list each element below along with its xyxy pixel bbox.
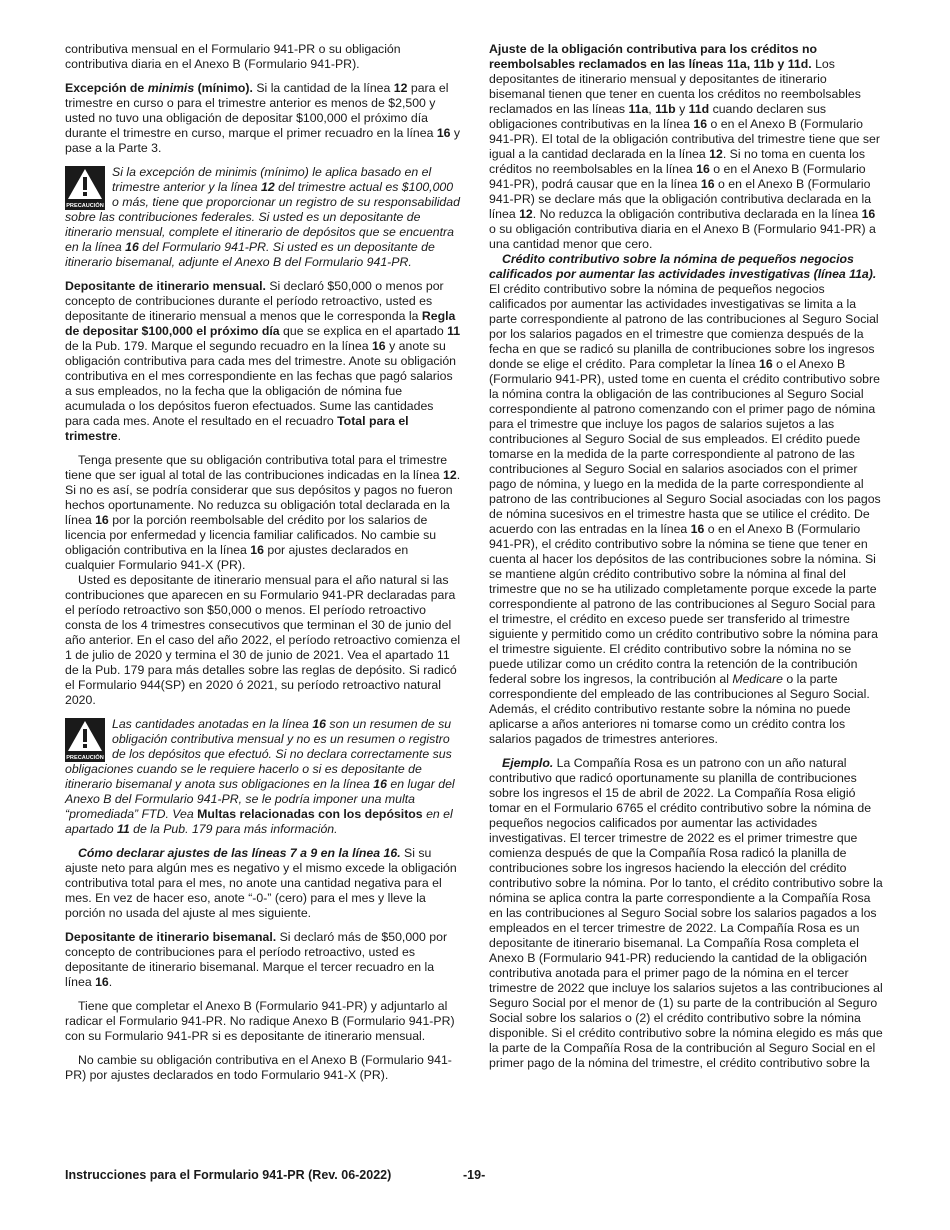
caution-label: PRECAUCIÓN [66,203,104,209]
paragraph-adjustments: Cómo declarar ajustes de las líneas 7 a 9 en la línea 16. Si su ajuste neto para algún mes es negativo y el mismo excede la obligación contributiva total para el mes, no anote una cantidad negativa para el mes. En vez de hacer eso, anote “-0-” (cero) para el mes y lleve la porción no usada del ajuste al mes siguiente. [65,846,457,920]
paragraph-monthly-depositor: Depositante de itinerario mensual. Si declaró $50,000 o menos por concepto de contribuciones durante el período retroactivo, usted es depositante de itinerario mensual a menos que le corresponda la Regla de depositar $100,000 el próximo día que se explica en el apartado 11 de la Pub. 179. Marque el segundo recuadro en la línea 16 y anote su obligación contributiva para cada mes del trimestre. Anote su obligación contributiva en el mes correspondiente en las fechas que pagó salarios a sus empleados, no la fecha que la obligación de nómina fue acumulada o los depósitos fueron efectuados. Sume las cantidades para cada mes. Anote el resultado en el recuadro Total para el trimestre. [65,279,461,443]
caution-icon [65,166,105,210]
page-number: -19- [463,1168,486,1182]
paragraph: Tiene que completar el Anexo B (Formulario 941-PR) y adjuntarlo al radicar el Formulario 941-PR. No radique Anexo B (Formulario 941-PR) con su Formulario 941-PR si es depositante de itinerario mensual. [65,999,455,1043]
paragraph-example: Ejemplo. La Compañía Rosa es un patrono con un año natural contributivo que radicó oportunamente su planilla de contribuciones sobre los ingresos el 15 de abril de 2022. La Compañía Rosa eligió tomar en el Formulario 6765 el crédito contributivo sobre la nómina de pequeños negocios calificados por aumentar las actividades investigativas. El tercer trimestre de 2022 es el primer trimestre que comienza después de que la Compañía Rosa radicó la planilla de contribuciones sobre los ingresos haciendo la elección del crédito contributivo sobre la nómina. Por lo tanto, el crédito contributivo sobre la nómina se aplica contra la parte correspondiente a la Compañía Rosa en las contribuciones al Seguro Social sobre los salarios pagados a los empleados en el tercer trimestre de 2022. La Compañía Rosa es un depositante de itinerario bisemanal. La Compañía Rosa completa el Anexo B (Formulario 941-PR) reduciendo la cantidad de la obligación contributiva anotada para el primer pago de la nómina en el tercer trimestre de 2022 que incluye los salarios sujetos a las contribuciones al Seguro Social por el menor de (1) su parte de la contribución al Seguro Social sobre los salarios o (2) el crédito contributivo sobre la nómina disponible. Si el crédito contributivo sobre la nómina elegido es más que la parte de la Compañía Rosa de la contribución al Seguro Social en el primer pago de la nómina del trimestre, el crédito contributivo sobre la [489,756,883,1070]
paragraph-nonrefundable-credits: Ajuste de la obligación contributiva para los créditos no reembolsables reclamados en las líneas 11a, 11b y 11d. Los depositantes de itinerario mensual y depositantes de itinerario bisemanal tienen que tener en cuenta los créditos no reembolsables reclamados en las líneas 11a, 11b y 11d cuando declaren sus obligaciones contributivas en la línea 16 o en el Anexo B (Formulario 941-PR). El total de la obligación contributiva del trimestre tiene que ser igual a la cantidad declarada en la línea 12. Si no toma en cuenta los créditos no reembolsables en la línea 16 o en el Anexo B (Formulario 941-PR), podrá causar que en la línea 16 o en el Anexo B (Formulario 941-PR) se declare más que la obligación contributiva declarada en la línea 12. No reduzca la obligación contributiva declarada en la línea 16 o su obligación contributiva diaria en el Anexo B (Formulario 941-PR) a una cantidad menor que cero. [489,42,880,251]
paragraph: contributiva mensual en el Formulario 941-PR o su obligación contributiva diaria en el Anexo B (Formulario 941-PR). [65,42,401,71]
paragraph-semiweekly-depositor: Depositante de itinerario bisemanal. Si declaró más de $50,000 por concepto de contribuciones para el período retroactivo, usted es depositante de itinerario bisemanal. Marque el tercer recuadro en la línea 16. [65,930,448,989]
paragraph-de-minimis: Excepción de minimis (mínimo). Si la cantidad de la línea 12 para el trimestre en curso o para el trimestre anterior es menos de $2,500 y usted no tuvo una obligación de depositar $100,000 el próximo día durante el trimestre en curso, marque el primer recuadro en la línea 16 y pase a la Parte 3. [65,81,461,155]
right-column [489,42,885,1071]
paragraph-research-credit: Crédito contributivo sobre la nómina de pequeños negocios calificados por aumentar las actividades investigativas (línea 11a). El crédito contributivo sobre la nómina de pequeños negocios calificados por aumentar las actividades investigativas se limita a la parte correspondiente al patrono de las contribuciones al Seguro Social por los salarios pagados en el trimestre que comienza después de la fecha en que se radicó su planilla de contribuciones sobre los ingresos donde se elige el crédito. Para completar la línea 16 o el Anexo B (Formulario 941-PR), usted tome en cuenta el crédito contributivo sobre la nómina contra la obligación de las contribuciones al Seguro Social correspondiente al patrono comenzando con el primer pago de nómina para el trimestre que incluye los pagos de salarios sujetos a las contribuciones al Seguro Social de sus empleados. El crédito puede tomarse en la medida de la parte correspondiente al patrono de las contribuciones al Seguro Social en salarios asociados con el primer pago de nómina, y luego en la medida de la parte correspondiente al patrono de las contribuciones al Seguro Social asociadas con los pagos de nómina sucesivos en el trimestre hasta que se utilice el crédito. De acuerdo con las entradas en la línea 16 o en el Anexo B (Formulario 941-PR), el crédito contributivo sobre la nómina se tiene que tener en cuenta al hacer los depósitos de las contribuciones sobre la nómina. Si se mantiene algún crédito contributivo sobre la nómina al final del trimestre que no se ha utilizado completamente porque excede la parte correspondiente al patrono de las contribuciones al Seguro Social para el trimestre, el crédito en exceso puede ser transferido al trimestre siguiente y permitido como un crédito contributivo sobre la nómina para el trimestre siguiente. El crédito contributivo sobre la nómina no se puede utilizar como un crédito contra la retención de la contribución federal sobre los ingresos, la contribución al Medicare o la parte correspondiente del empleado de las contribuciones al Seguro Social. Además, el crédito contributivo restante sobre la nómina no puede aplicarse a años anteriores ni tomarse como un crédito contra los salarios pagados de trimestres anteriores. [489,252,881,746]
caution-icon [65,718,105,762]
paragraph: Tenga presente que su obligación contributiva total para el trimestre tiene que ser igual al total de las contribuciones indicadas en la línea 12. Si no es así, se podría considerar que sus depósitos y pagos no fueron hechos oportunamente. No reduzca su obligación total declarada en la línea 16 por la porción reembolsable del crédito por los salarios de licencia por enfermedad y licencia familiar calificados. No cambie su obligación contributiva en la línea 16 por ajustes declarados en cualquier Formulario 941-X (PR). [65,453,461,572]
caution-label: PRECAUCIÓN [66,755,104,761]
caution-note-1: PRECAUCIÓN Si la excepción de minimis (mínimo) le aplica basado en el trimestre anterior y la línea 12 del trimestre actual es $100,000 o más, tiene que proporcionar un registro de su responsabilidad sobre las contribuciones federales. Si usted es un depositante de itinerario mensual, complete el itinerario de depósitos que se encuentra en la línea 16 del Formulario 941-PR. Si usted es un depositante de itinerario bisemanal, adjunte el Anexo B del Formulario 941-PR. [65,165,460,269]
caution-note-2: PRECAUCIÓN Las cantidades anotadas en la línea 16 son un resumen de su obligación contributiva mensual y no es un resumen o registro de los depósitos que efectuó. Si no declara correctamente sus obligaciones cuando se le requiere hacerlo o si es depositante de itinerario bisemanal y anota sus obligaciones en la línea 16 en lugar del Anexo B del Formulario 941-PR, se le podría imponer una multa “promediada” FTD. Vea Multas relacionadas con los depósitos en el apartado 11 de la Pub. 179 para más información. [65,717,455,836]
footer-title: Instrucciones para el Formulario 941-PR (Rev. 06-2022) [65,1168,392,1182]
paragraph: No cambie su obligación contributiva en el Anexo B (Formulario 941-PR) por ajustes declarados en todo Formulario 941-X (PR). [65,1053,452,1082]
left-column [65,42,461,1083]
paragraph: Usted es depositante de itinerario mensual para el año natural si las contribuciones que aparecen en su Formulario 941-PR declaradas para el período retroactivo son $50,000 o menos. El período retroactivo consta de los 4 trimestres consecutivos que terminan el 30 de junio del año anterior. En el caso del año 2022, el período retroactivo comienza el 1 de julio de 2020 y termina el 30 de junio de 2021. Vea el apartado 11 de la Pub. 179 para más detalles sobre las reglas de depósito. Si radicó el Formulario 944(SP) en 2020 ó 2021, su período retroactivo natural 2020. [65,573,461,707]
